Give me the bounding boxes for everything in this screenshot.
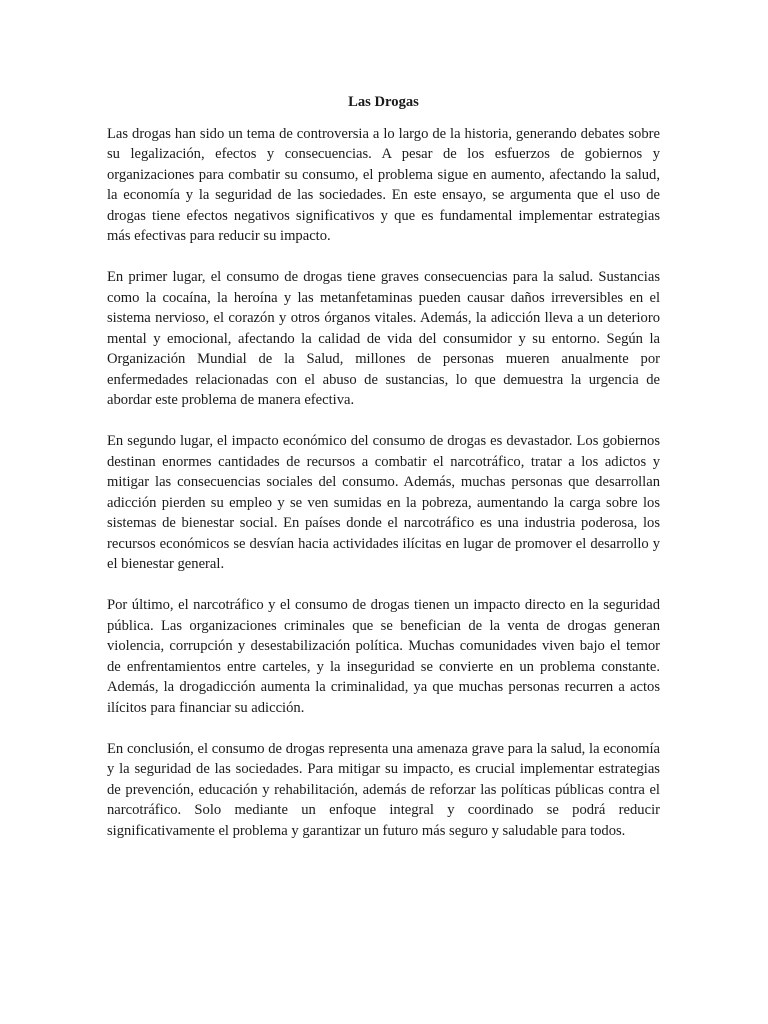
paragraph-conclusion: En conclusión, el consumo de drogas representa una amenaza grave para la salud, la economía y la seguridad de las sociedades. Para mitigar su impacto, es crucial implementar estrategias de prevención, educación y rehabilitación, además de reforzar las políticas públicas contra el narcotráfico. Solo mediante un enfoque integral y coordinado se podrá reducir significativamente el problema y garantizar un futuro más seguro y saludable para todos. [107, 740, 660, 839]
document-title: Las Drogas [348, 94, 419, 110]
paragraph-introduction: Las drogas han sido un tema de controversia a lo largo de la historia, generando debates sobre su legalización, efectos y consecuencias. A pesar de los esfuerzos de gobiernos y organizaciones para combatir su consumo, el problema sigue en aumento, afectando la salud, la economía y la seguridad de las sociedades. En este ensayo, se argumenta que el uso de drogas tiene efectos negativos significativos y que es fundamental implementar estrategias más efectivas para reducir su impacto. [107, 125, 660, 244]
paragraph-health: En primer lugar, el consumo de drogas tiene graves consecuencias para la salud. Sustancias como la cocaína, la heroína y las metanfetaminas pueden causar daños irreversibles en el sistema nervioso, el corazón y otros órganos vitales. Además, la adicción lleva a un deterioro mental y emocional, afectando la calidad de vida del consumidor y su entorno. Según la Organización Mundial de la Salud, millones de personas mueren anualmente por enfermedades relacionadas con el abuso de sustancias, lo que demuestra la urgencia de abordar este problema de manera efectiva. [107, 269, 660, 408]
document-body [107, 92, 660, 862]
paragraph-security: Por último, el narcotráfico y el consumo de drogas tienen un impacto directo en la seguridad pública. Las organizaciones criminales que se benefician de la venta de drogas generan violencia, corrupción y desestabilización política. Muchas comunidades viven bajo el temor de enfrentamientos entre carteles, y la inseguridad se convierte en un problema constante. Además, la drogadicción aumenta la criminalidad, ya que muchas personas recurren a actos ilícitos para financiar su adicción. [107, 597, 660, 716]
paragraph-economy: En segundo lugar, el impacto económico del consumo de drogas es devastador. Los gobiernos destinan enormes cantidades de recursos a combatir el narcotráfico, tratar a los adictos y mitigar las consecuencias sociales del consumo. Además, muchas personas que desarrollan adicción pierden su empleo y se ven sumidas en la pobreza, aumentando la carga sobre los sistemas de bienestar social. En países donde el narcotráfico es una industria poderosa, los recursos económicos se desvían hacia actividades ilícitas en lugar de promover el desarrollo y el bienestar general. [107, 433, 660, 572]
